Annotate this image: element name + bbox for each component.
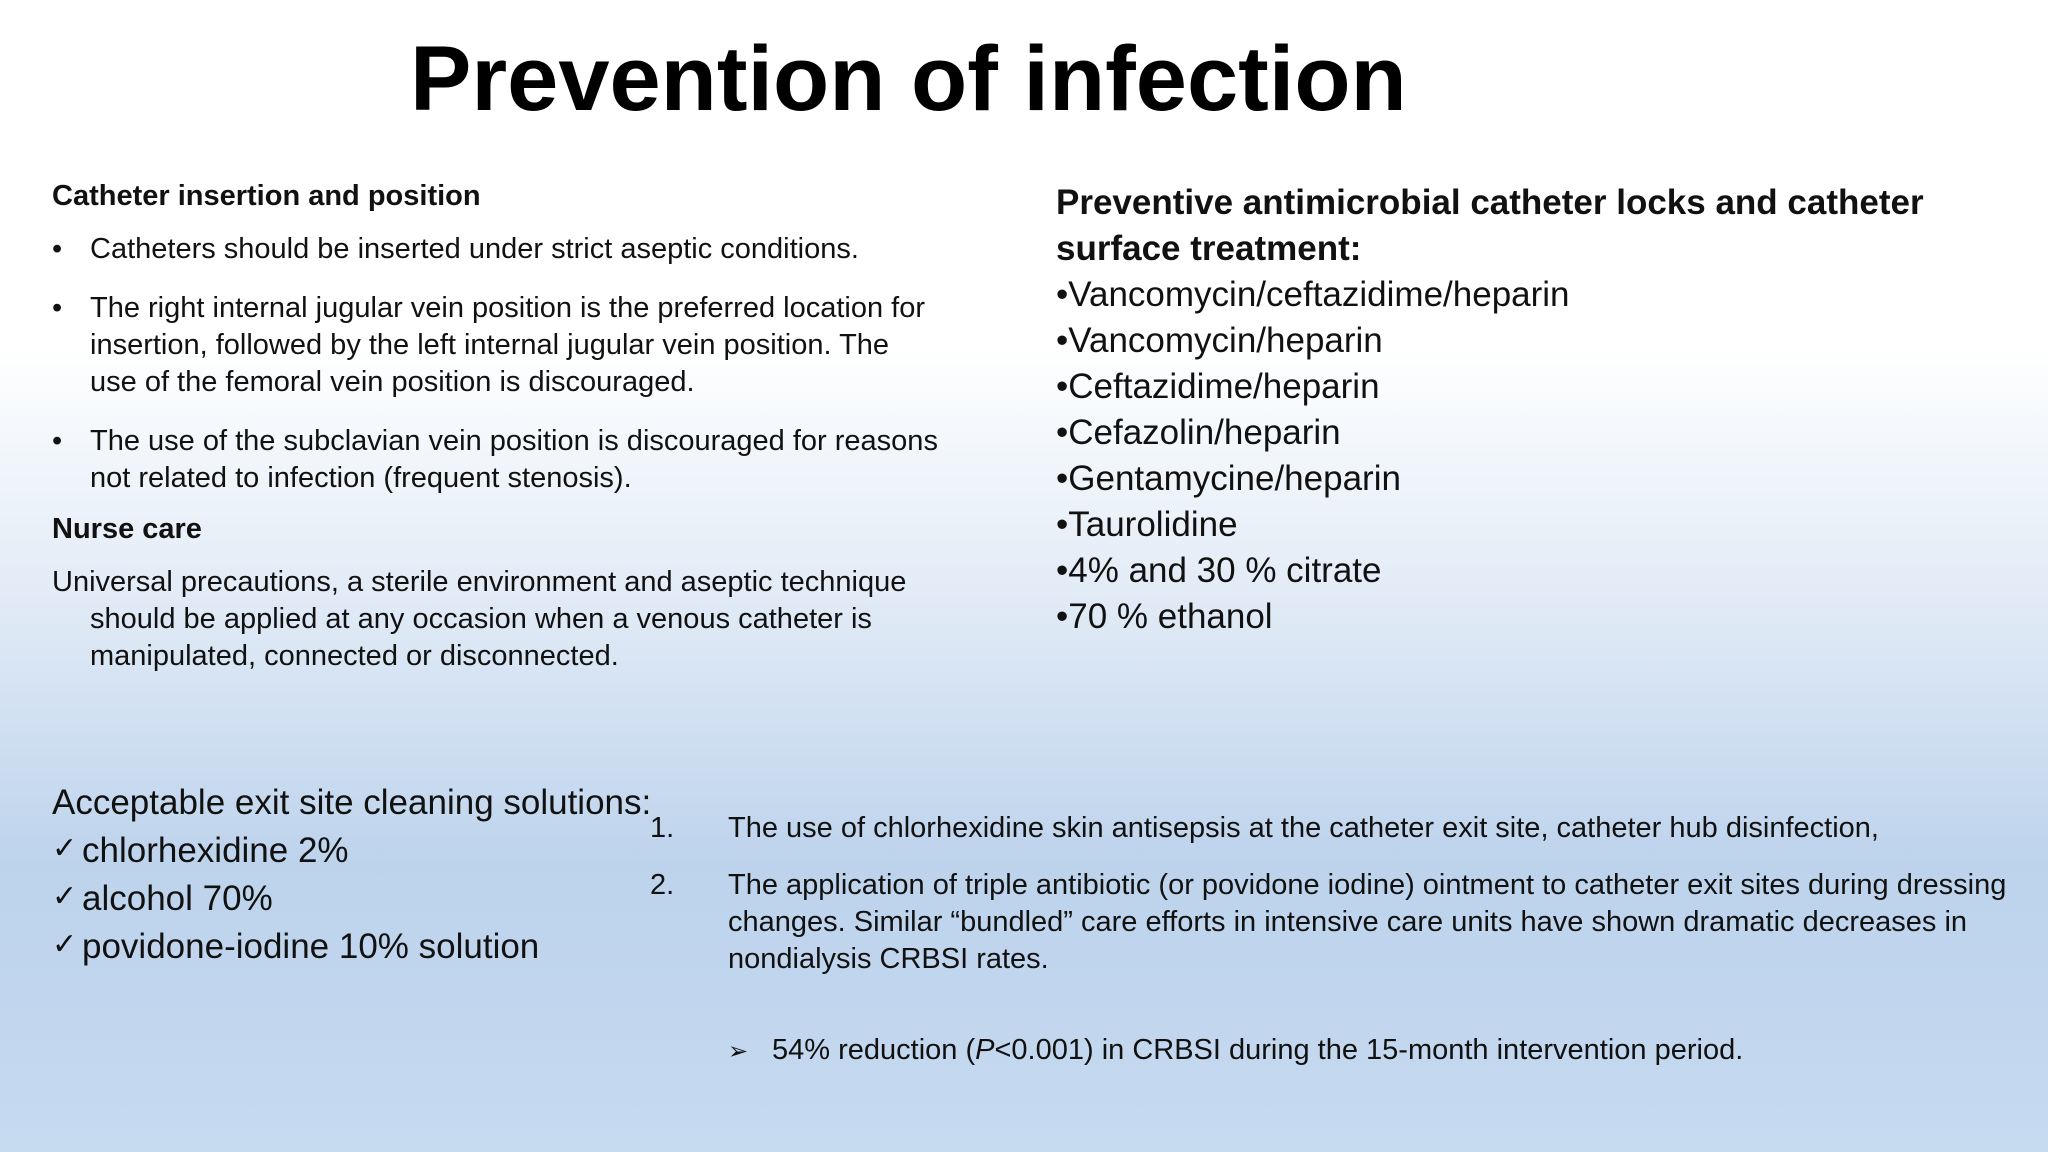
checkmark-icon: ✓ [52,880,78,913]
item-text: The application of triple antibiotic (or povidone iodine) ointment to catheter exit sites during dressing changes. Similar “bundled” care efforts in intensive care units have shown dramatic decreases in nondialysis CRBSI rates. [728,869,2007,975]
item-text: The use of chlorhexidine skin antisepsis at the catheter exit site, catheter hub disinfection, [728,812,1879,844]
lock-item: •Ceftazidime/heparin [1056,367,1380,406]
nurse-care-heading: Nurse care [52,513,202,545]
lock-item: •4% and 30 % citrate [1056,551,1382,590]
lock-item: •Vancomycin/ceftazidime/heparin [1056,275,1570,314]
item-number: 1. [650,812,675,844]
bullet-item [52,423,942,497]
bullet-text: The use of the subclavian vein position is discouraged for reasons not related to infection (frequent stenosis). [90,425,938,494]
solution-item [52,826,692,874]
bullet-dot: • [52,425,63,457]
result-statement [728,1032,1743,1070]
slide-title: Prevention of infection [410,28,1407,130]
item-number: 2. [650,869,675,901]
lock-item: •Vancomycin/heparin [1056,321,1383,360]
left-column [52,178,942,675]
bullet-item [52,231,942,268]
result-suffix: <0.001) in CRBSI during the 15-month intervention period. [994,1034,1744,1066]
catheter-locks-heading: Preventive antimicrobial catheter locks and catheter surface treatment: [1056,183,1924,268]
solution-text: povidone-iodine 10% solution [82,927,540,966]
numbered-list [650,810,2010,998]
solution-item [52,874,692,922]
bullet-dot: • [52,292,63,324]
numbered-item [650,867,2010,978]
catheter-insertion-heading: Catheter insertion and position [52,180,481,212]
cleaning-solutions [52,780,692,970]
bullet-text: Catheters should be inserted under strict aseptic conditions. [90,233,859,265]
lock-item: •70 % ethanol [1056,597,1273,636]
arrow-bullet-icon: ➢ [728,1038,749,1065]
solution-item [52,922,692,970]
lock-item: •Cefazolin/heparin [1056,413,1341,452]
bullet-text: The right internal jugular vein position is the preferred location for insertion, followed by the left internal jugular vein position. The use of the femoral vein position is discouraged. [90,292,926,398]
checkmark-icon: ✓ [52,832,78,865]
checkmark-icon: ✓ [52,928,78,961]
p-value-letter: P [975,1034,995,1066]
right-column [1056,180,1996,640]
result-prefix: 54% reduction ( [772,1034,976,1066]
cleaning-solutions-heading: Acceptable exit site cleaning solutions: [52,783,652,822]
lock-item: •Taurolidine [1056,505,1238,544]
nurse-care-text: Universal precautions, a sterile environment and aseptic technique should be applied at any occasion when a venous catheter is manipulated, connected or disconnected. [52,566,907,672]
bullet-item [52,290,942,401]
bullet-dot: • [52,233,63,265]
lock-item: •Gentamycine/heparin [1056,459,1401,498]
solution-text: alcohol 70% [82,879,273,918]
solution-text: chlorhexidine 2% [82,831,349,870]
numbered-item [650,810,2010,847]
